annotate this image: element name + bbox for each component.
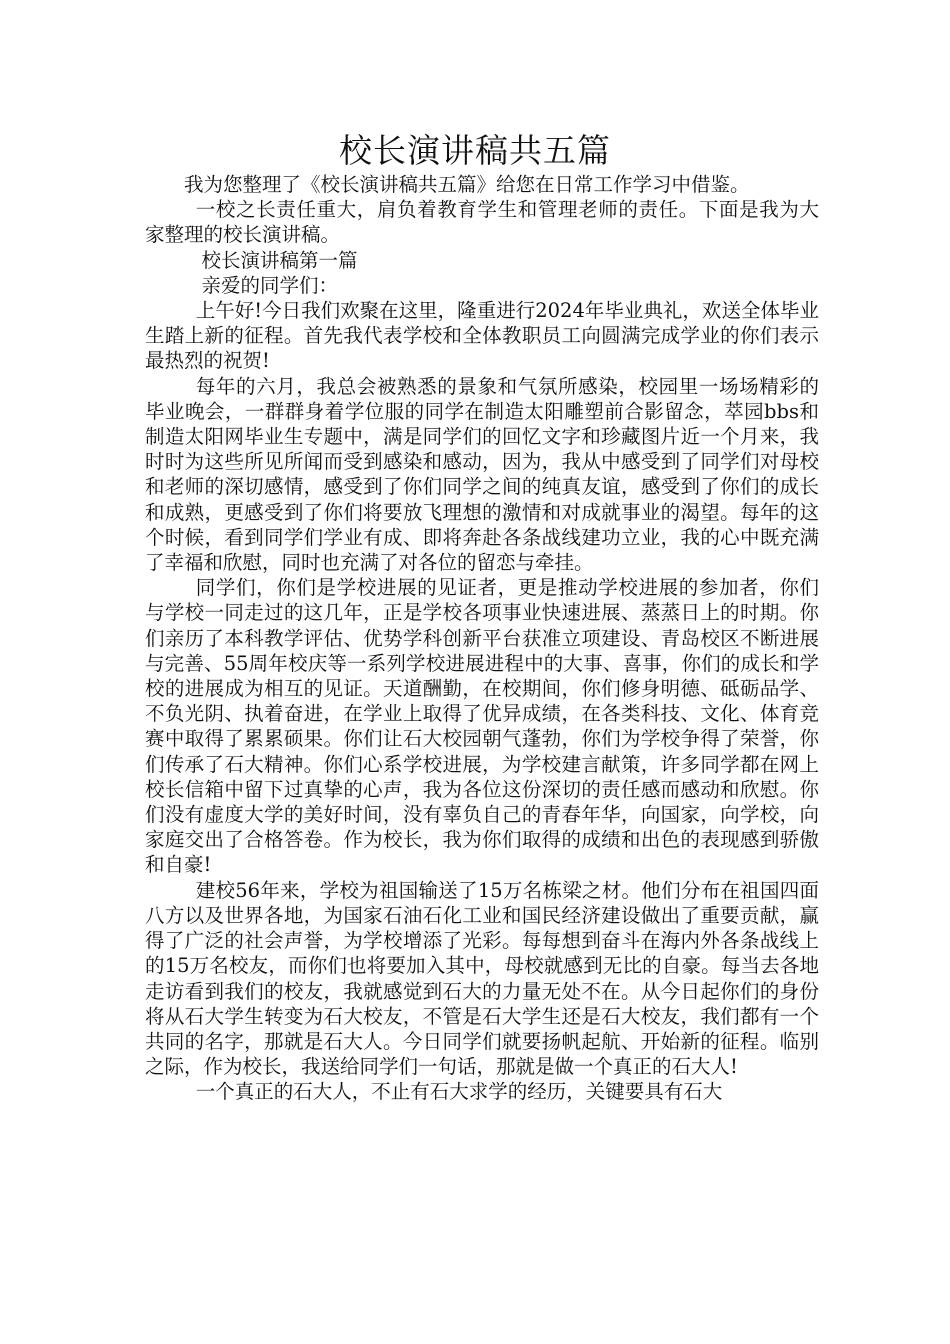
salutation: 亲爱的同学们： [201,273,339,297]
summary-paragraph: 一校之长责任重大，肩负着教育学生和管理老师的责任。下面是我为大家整理的校长演讲稿。 [145,198,819,247]
document-title: 校长演讲稿共五篇 [339,131,611,170]
body-paragraph: 每年的六月，我总会被熟悉的景象和气氛所感染，校园里一场场精彩的毕业晚会，一群群身着学位服的同学在制造太阳雕塑前合影留念，萃园bbs和制造太阳网毕业生专题中，满是同学们的回忆文字和珍藏图片近一个月来，我时时为这些所见所闻而受到感染和感动，因为，我从中感受到了同学们对母校和老师的深切感情，感受到了你们同学之间的纯真友谊，感受到了你们的成长和成熟，更感受到了你们将要放飞理想的激情和对成就事业的渴望。每年的这个时候，看到同学们学业有成、即将奔赴各条战线建功立业，我的心中既充满了幸福和欣慰，同时也充满了对各位的留恋与牵挂。 [145,374,819,575]
document-body [145,172,819,1105]
body-paragraph: 上午好!今日我们欢聚在这里，隆重进行2024年毕业典礼，欢送全体毕业生踏上新的征程。首先我代表学校和全体教职员工向圆满完成学业的你们表示最热烈的祝贺! [145,299,819,373]
body-paragraph: 一个真正的石大人，不止有石大求学的经历，关键要具有石大 [195,1080,723,1104]
body-paragraph: 同学们，你们是学校进展的见证者，更是推动学校进展的参加者，你们与学校一同走过的这几年，正是学校各项事业快速进展、蒸蒸日上的时期。你们亲历了本科教学评估、优势学科创新平台获准立项建设、青岛校区不断进展与完善、55周年校庆等一系列学校进展进程中的大事、喜事，你们的成长和学校的进展成为相互的见证。天道酬勤，在校期间，你们修身明德、砥砺品学、不负光阴、执着奋进，在学业上取得了优异成绩，在各类科技、文化、体育竞赛中取得了累累硕果。你们让石大校园朝气蓬勃，你们为学校争得了荣誉，你们传承了石大精神。你们心系学校进展，为学校建言献策，许多同学都在网上校长信箱中留下过真挚的心声，我为各位这份深切的责任感而感动和欣慰。你们没有虚度大学的美好时间，没有辜负自己的青春年华，向国家，向学校，向家庭交出了合格答卷。作为校长，我为你们取得的成绩和出色的表现感到骄傲和自豪! [145,576,819,877]
body-paragraph: 建校56年来，学校为祖国输送了15万名栋梁之材。他们分布在祖国四面八方以及世界各地，为国家石油石化工业和国民经济建设做出了重要贡献，赢得了广泛的社会声誉，为学校增添了光彩。每每想到奋斗在海内外各条战线上的15万名校友，而你们也将要加入其中，母校就感到无比的自豪。每当去各地走访看到我们的校友，我就感觉到石大的力量无处不在。从今日起你们的身份将从石大学生转变为石大校友，不管是石大学生还是石大校友，我们都有一个共同的名字，那就是石大人。今日同学们就要扬帆起航、开始新的征程。临别之际，作为校长，我送给同学们一句话，那就是做一个真正的石大人! [145,878,819,1079]
intro-paragraph: 我为您整理了《校长演讲稿共五篇》给您在日常工作学习中借鉴。 [184,173,750,196]
section-heading: 校长演讲稿第一篇 [201,248,358,272]
